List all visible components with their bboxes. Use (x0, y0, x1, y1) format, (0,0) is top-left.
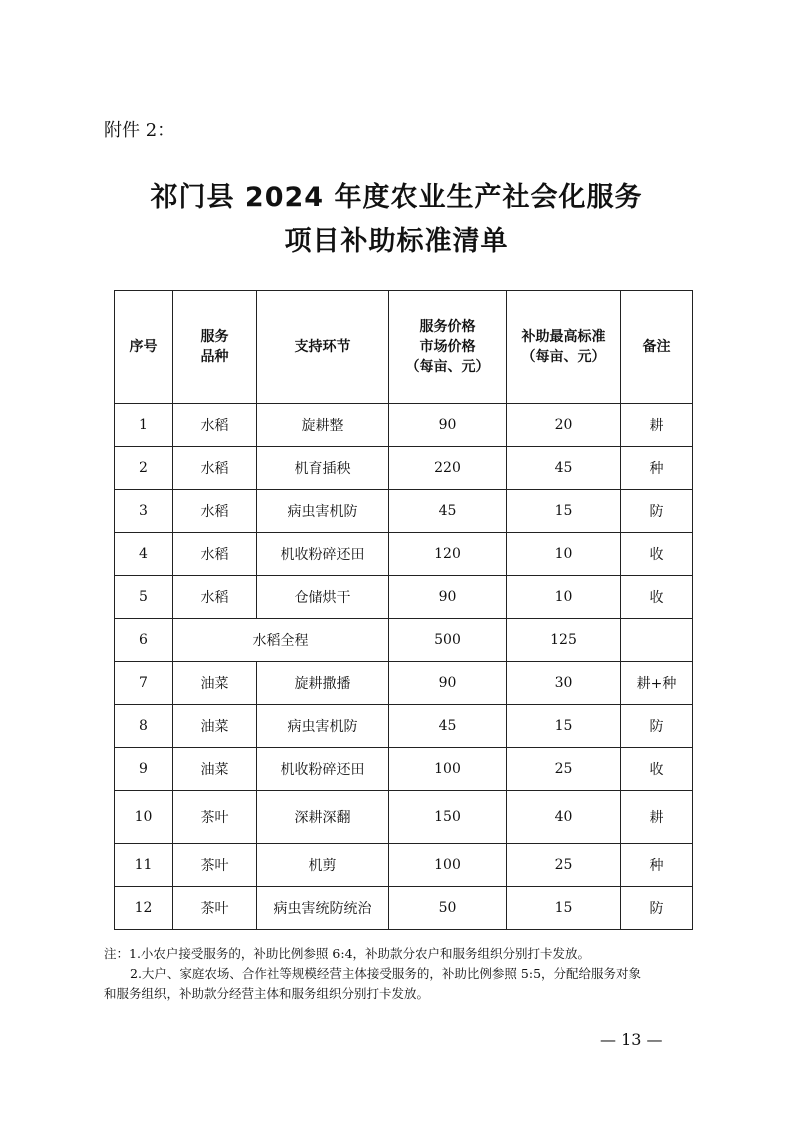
table-row (115, 490, 693, 533)
cell-seq: 7 (115, 662, 173, 705)
header-link: 支持环节 (257, 291, 389, 404)
cell-variety: 水稻 (173, 533, 257, 576)
cell-seq: 12 (115, 887, 173, 930)
cell-link: 病虫害机防 (257, 705, 389, 748)
note-line1: 注：1.小农户接受服务的，补助比例参照 6:4，补助款分农户和服务组织分别打卡发放。 (104, 946, 591, 961)
cell-price: 90 (389, 662, 507, 705)
cell-price: 120 (389, 533, 507, 576)
cell-subsidy: 20 (507, 404, 621, 447)
header-price-line2: 市场价格 (419, 339, 476, 355)
cell-price: 150 (389, 791, 507, 844)
cell-link: 机收粉碎还田 (257, 533, 389, 576)
cell-price: 220 (389, 447, 507, 490)
cell-subsidy: 25 (507, 844, 621, 887)
cell-link: 机剪 (257, 844, 389, 887)
header-variety (173, 291, 257, 404)
cell-seq: 4 (115, 533, 173, 576)
cell-variety: 油菜 (173, 662, 257, 705)
cell-variety: 水稻 (173, 576, 257, 619)
header-variety-line1: 服务 (200, 329, 229, 345)
cell-subsidy: 25 (507, 748, 621, 791)
page-number: — 13 — (600, 1030, 663, 1049)
table-row (115, 887, 693, 930)
cell-seq: 10 (115, 791, 173, 844)
cell-seq: 2 (115, 447, 173, 490)
cell-price: 45 (389, 705, 507, 748)
cell-price: 100 (389, 748, 507, 791)
cell-remark: 防 (621, 887, 693, 930)
cell-seq: 6 (115, 619, 173, 662)
cell-variety: 茶叶 (173, 844, 257, 887)
header-variety-line2: 品种 (200, 349, 229, 365)
document-title-line1: 祁门县 2024 年度农业生产社会化服务 (150, 182, 643, 213)
cell-subsidy: 15 (507, 705, 621, 748)
cell-remark: 种 (621, 447, 693, 490)
header-remark: 备注 (621, 291, 693, 404)
cell-link: 仓储烘干 (257, 576, 389, 619)
cell-subsidy: 40 (507, 791, 621, 844)
cell-price: 50 (389, 887, 507, 930)
cell-link: 深耕深翻 (257, 791, 389, 844)
cell-subsidy: 125 (507, 619, 621, 662)
cell-price: 500 (389, 619, 507, 662)
cell-variety: 水稻 (173, 404, 257, 447)
cell-remark: 耕 (621, 791, 693, 844)
cell-remark: 种 (621, 844, 693, 887)
cell-subsidy: 10 (507, 533, 621, 576)
table-row (115, 705, 693, 748)
cell-subsidy: 30 (507, 662, 621, 705)
header-subsidy-line2: （每亩、元） (521, 349, 606, 365)
header-subsidy (507, 291, 621, 404)
cell-link: 病虫害机防 (257, 490, 389, 533)
attachment-label: 附件 2： (104, 120, 176, 141)
cell-remark: 收 (621, 748, 693, 791)
cell-link: 机收粉碎还田 (257, 748, 389, 791)
cell-price: 45 (389, 490, 507, 533)
cell-price: 90 (389, 404, 507, 447)
header-price (389, 291, 507, 404)
table-row (115, 533, 693, 576)
header-price-line3: （每亩、元） (405, 359, 490, 375)
cell-seq: 11 (115, 844, 173, 887)
cell-variety: 茶叶 (173, 887, 257, 930)
note-line2: 2.大户、家庭农场、合作社等规模经营主体接受服务的，补助比例参照 5:5，分配给服务对象 (130, 966, 642, 981)
table-row (115, 791, 693, 844)
document-title-line2: 项目补助标准清单 (284, 226, 509, 257)
cell-remark: 收 (621, 576, 693, 619)
cell-remark: 收 (621, 533, 693, 576)
header-price-line1: 服务价格 (419, 319, 476, 335)
subsidy-standard-table (114, 290, 693, 930)
cell-subsidy: 10 (507, 576, 621, 619)
cell-merged-variety-link: 水稻全程 (173, 619, 389, 662)
table-row (115, 844, 693, 887)
cell-link: 病虫害统防统治 (257, 887, 389, 930)
table-row (115, 447, 693, 490)
table-row (115, 748, 693, 791)
cell-subsidy: 45 (507, 447, 621, 490)
cell-remark: 防 (621, 490, 693, 533)
header-seq: 序号 (115, 291, 173, 404)
cell-variety: 油菜 (173, 748, 257, 791)
cell-seq: 9 (115, 748, 173, 791)
cell-seq: 5 (115, 576, 173, 619)
cell-remark: 耕 (621, 404, 693, 447)
cell-remark (621, 619, 693, 662)
table-body (115, 404, 693, 930)
cell-seq: 1 (115, 404, 173, 447)
cell-seq: 8 (115, 705, 173, 748)
cell-price: 90 (389, 576, 507, 619)
table-row (115, 619, 693, 662)
table-header-row (115, 291, 693, 404)
cell-link: 旋耕整 (257, 404, 389, 447)
cell-variety: 油菜 (173, 705, 257, 748)
cell-price: 100 (389, 844, 507, 887)
cell-variety: 水稻 (173, 490, 257, 533)
cell-link: 旋耕撒播 (257, 662, 389, 705)
cell-link: 机育插秧 (257, 447, 389, 490)
cell-remark: 防 (621, 705, 693, 748)
cell-subsidy: 15 (507, 887, 621, 930)
cell-variety: 茶叶 (173, 791, 257, 844)
cell-variety: 水稻 (173, 447, 257, 490)
note-line3: 和服务组织，补助款分经营主体和服务组织分别打卡发放。 (104, 986, 430, 1001)
table-row (115, 662, 693, 705)
table-row (115, 576, 693, 619)
cell-subsidy: 15 (507, 490, 621, 533)
header-subsidy-line1: 补助最高标准 (521, 329, 606, 345)
cell-remark: 耕+种 (621, 662, 693, 705)
cell-seq: 3 (115, 490, 173, 533)
table-row (115, 404, 693, 447)
